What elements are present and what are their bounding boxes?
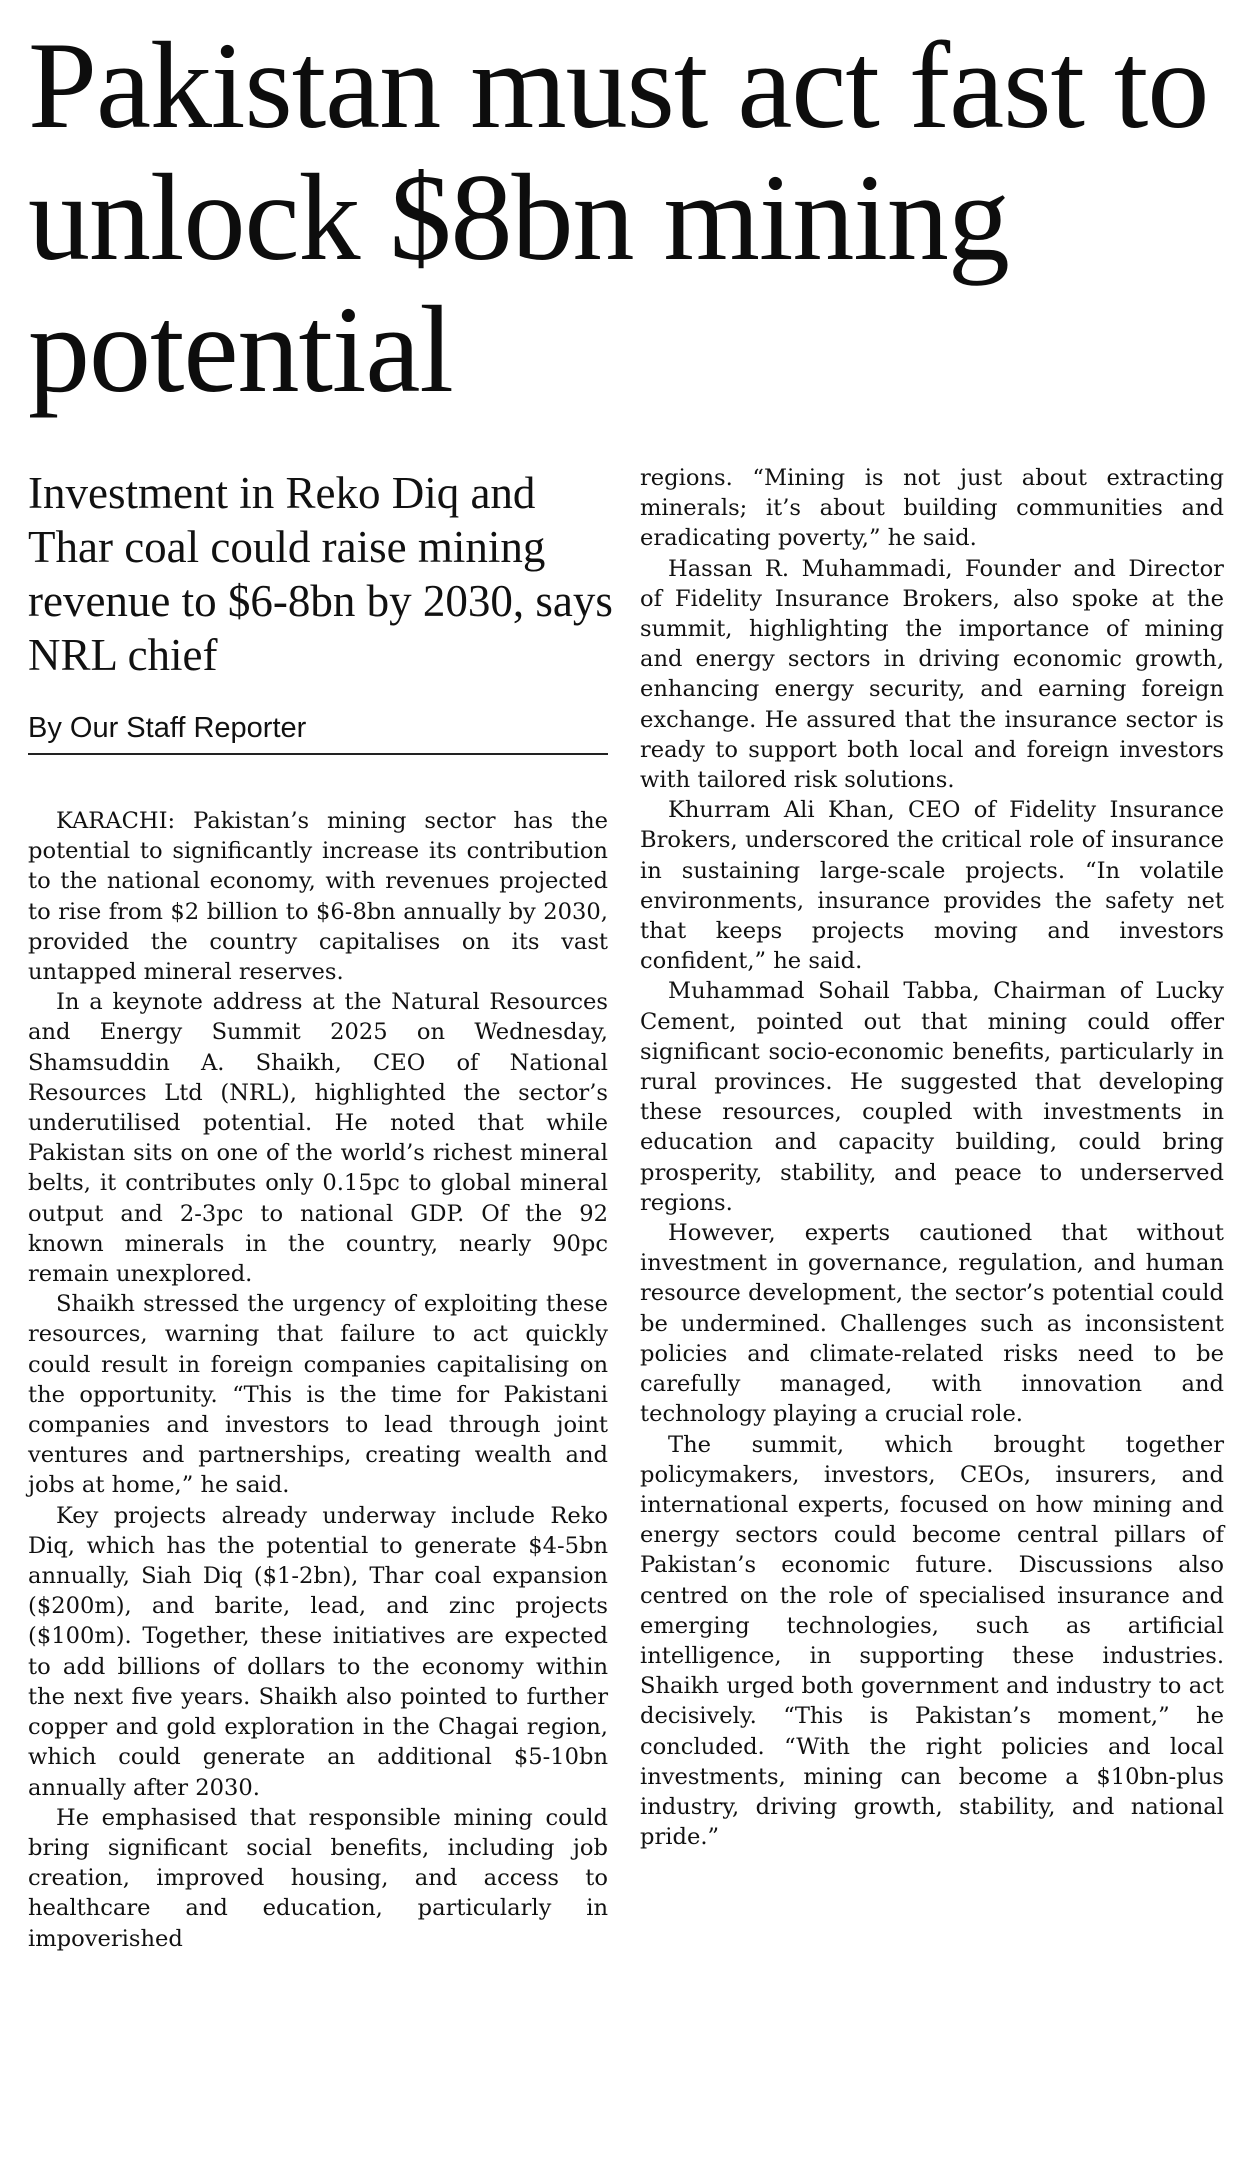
paragraph: The summit, which brought together policymakers, investors, CEOs, insurers, and international experts, focused on how mining and energy sectors could become central pillars of Pakistan’s economic future. Discussions also centred on the role of specialised insurance and emerging technologies, such as artificial intelligence, in supporting these industries. Shaikh urged both government and industry to act decisively. “This is Pakistan’s moment,” he concluded. “With the right policies and local investments, mining can become a $10bn-plus industry, driving growth, stability, and national pride.”: [640, 1431, 1224, 1851]
paragraph: Key projects already underway include Reko Diq, which has the potential to generate $4-5bn annually, Siah Diq ($1-2bn), Thar coal expansion ($200m), and barite, lead, and zinc projects ($100m). Together, these initiatives are expected to add billions of dollars to the economy within the next five years. Shaikh also pointed to further copper and gold exploration in the Chagai region, which could generate an additional $5-10bn annually after 2030.: [28, 1502, 608, 1801]
paragraph: Hassan R. Muhammadi, Founder and Director of Fidelity Insurance Brokers, also spoke at the summit, highlighting the importance of mining and energy sectors in driving economic growth, enhancing energy security, and earning foreign exchange. He assured that the insurance sector is ready to support both local and foreign investors with tailored risk solutions.: [640, 555, 1224, 794]
subheadline: Investment in Reko Diq and Thar coal could raise mining revenue to $6-8bn by 2030, says NRL chief: [28, 468, 613, 680]
paragraph-continued: regions. “Mining is not just about extracting minerals; it’s about building communities and eradicating poverty,” he said.: [640, 465, 1224, 552]
paragraph: Muhammad Sohail Tabba, Chairman of Lucky Cement, pointed out that mining could offer significant socio-economic benefits, particularly in rural provinces. He suggested that developing these resources, coupled with investments in education and capacity building, could bring prosperity, stability, and peace to underserved regions.: [640, 978, 1224, 1216]
paragraph: KARACHI: Pakistan’s mining sector has the potential to significantly increase its contribution to the national economy, with revenues projected to rise from $2 billion to $6-8bn annually by 2030, provided the country capitalises on its vast untapped mineral reserves.: [28, 808, 608, 986]
article-column-1: [28, 806, 608, 1954]
paragraph: Shaikh stressed the urgency of exploiting these resources, warning that failure to act quickly could result in foreign companies capitalising on the opportunity. “This is the time for Pakistani companies and investors to lead through joint ventures and partnerships, creating wealth and jobs at home,” he said.: [28, 1291, 608, 1499]
article-column-2: [640, 463, 1224, 1852]
paragraph: However, experts cautioned that without investment in governance, regulation, and human resource development, the sector’s potential could be undermined. Challenges such as inconsistent policies and climate-related risks need to be carefully managed, with innovation and technology playing a crucial role.: [640, 1220, 1224, 1428]
byline-divider: [28, 753, 608, 755]
headline: Pakistan must act fast to unlock $8bn mining potential: [28, 17, 1209, 418]
byline: By Our Staff Reporter: [28, 712, 307, 744]
paragraph: In a keynote address at the Natural Resources and Energy Summit 2025 on Wednesday, Shamsuddin A. Shaikh, CEO of National Resources Ltd (NRL), highlighted the sector’s underutilised potential. He noted that while Pakistan sits on one of the world’s richest mineral belts, it contributes only 0.15pc to global mineral output and 2-3pc to national GDP. Of the 92 known minerals in the country, nearly 90pc remain unexplored.: [28, 989, 608, 1288]
paragraph: He emphasised that responsible mining could bring significant social benefits, including job creation, improved housing, and access to healthcare and education, particularly in impoverished: [28, 1804, 608, 1952]
paragraph: Khurram Ali Khan, CEO of Fidelity Insurance Brokers, underscored the critical role of insurance in sustaining large-scale projects. “In volatile environments, insurance provides the safety net that keeps projects moving and investors confident,” he said.: [640, 797, 1224, 975]
